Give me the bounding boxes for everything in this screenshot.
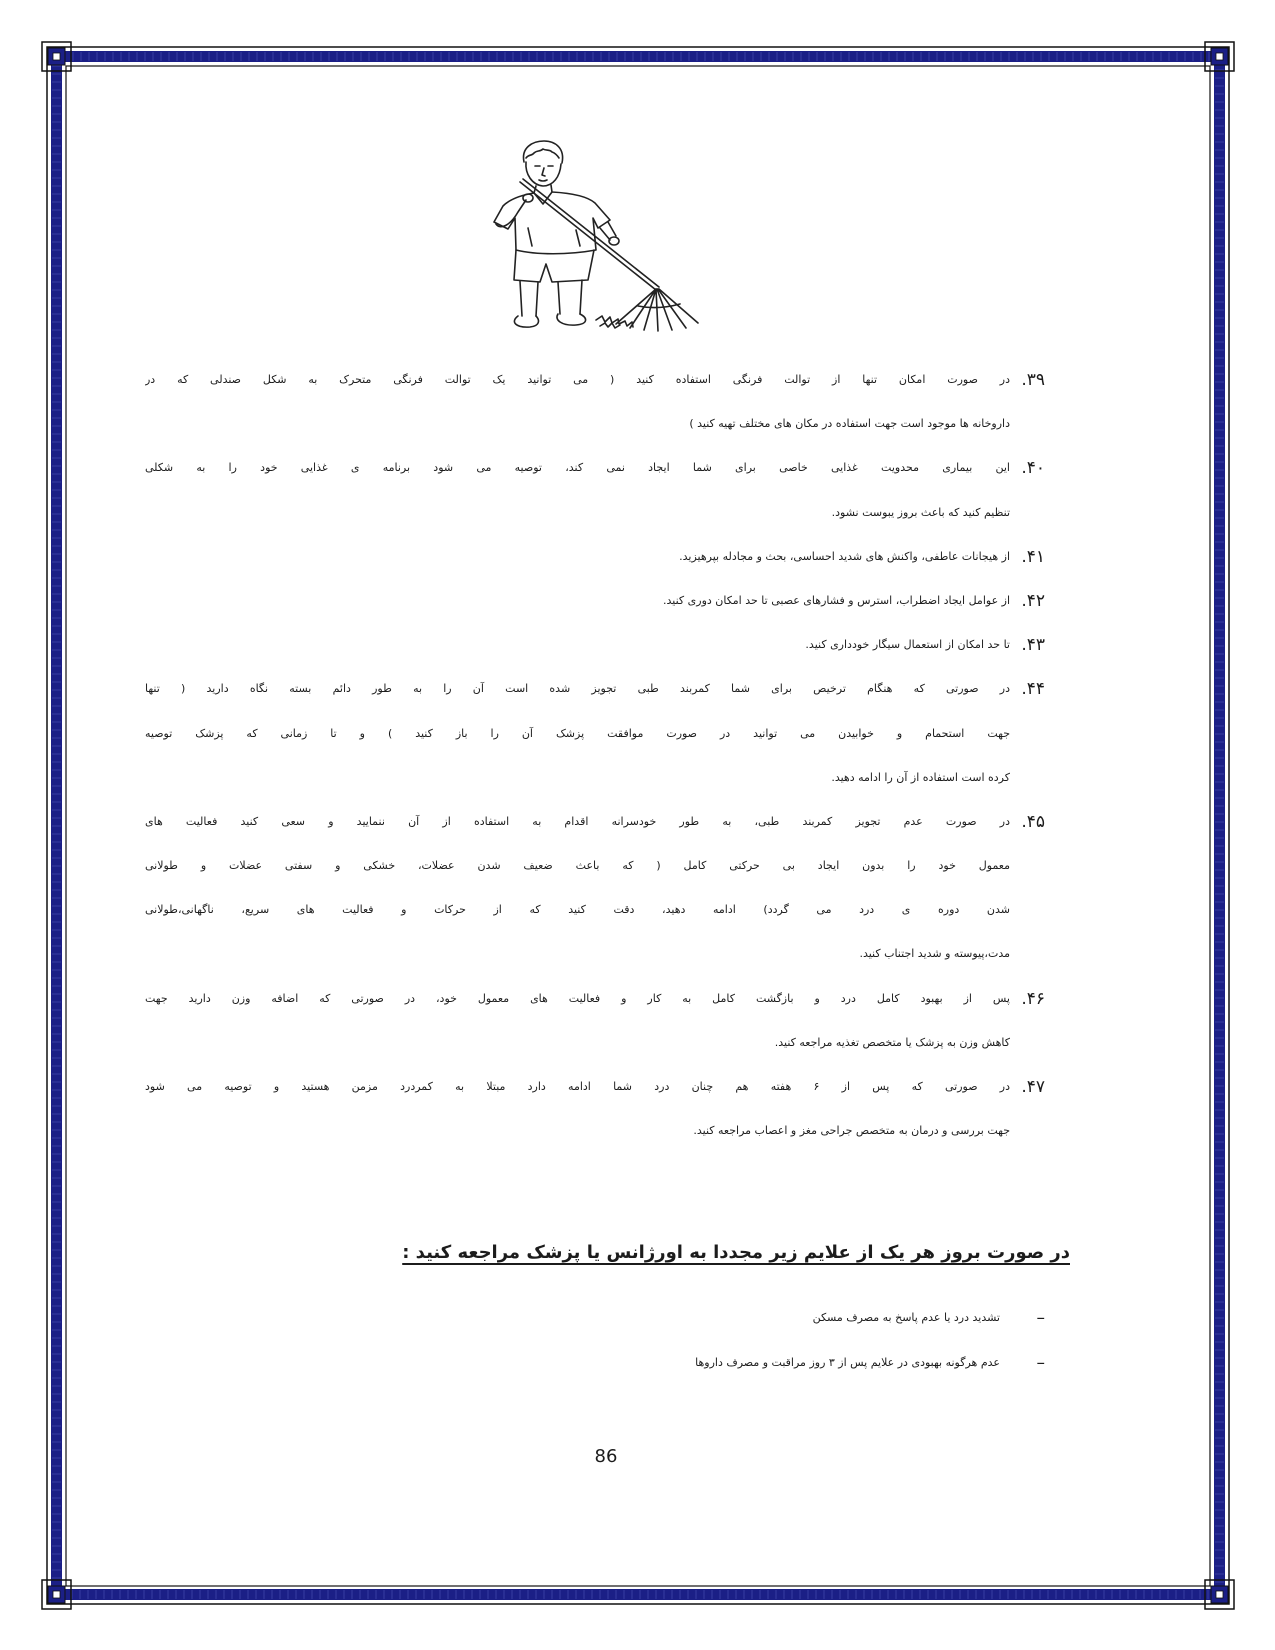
item-text-line: در صورتی که پس از ۶ هفته هم چنان درد شما ادامه دارد مبتلا به کمردرد مزمن هستید و توصیه می شود — [145, 1080, 1010, 1093]
item-text-line: جهت استحمام و خوابیدن می توانید در صورت موافقت پزشک آن را باز کنید ) و تا زمانی که پزشک توصیه — [145, 726, 1010, 740]
instruction-list — [145, 358, 1045, 1153]
item-text-line: در صورت عدم تجویز کمربند طبی، به طور خودسرانه اقدام به استفاده از آن ننمایید و سعی کنید فعالیت های — [145, 814, 1010, 828]
person-sweeping-with-rake-icon — [488, 138, 703, 338]
item-text-line: تا حد امکان از استعمال سیگار خودداری کنید. — [805, 638, 1010, 652]
list-item-44 — [145, 667, 1045, 711]
item-number-spacer — [1010, 402, 1045, 446]
list-item-39-continuation — [145, 402, 1045, 446]
warning-list-item — [300, 1341, 1045, 1386]
figure-legs — [514, 280, 585, 327]
figure-shirt — [494, 185, 610, 254]
list-item-46 — [145, 977, 1045, 1021]
list-item-41 — [145, 535, 1045, 579]
list-item-47 — [145, 1065, 1045, 1109]
bullet-dash: – — [1036, 1353, 1045, 1373]
list-item-45-continuation — [145, 888, 1045, 932]
item-text-line: داروخانه ها موجود است جهت استفاده در مکان های مختلف تهیه کنید ) — [689, 417, 1010, 431]
item-number: ۴۲. — [1021, 590, 1045, 611]
list-item-40 — [145, 446, 1045, 490]
list-item-40-continuation — [145, 491, 1045, 535]
item-text-line: تنظیم کنید که باعث بروز یبوست نشود. — [831, 505, 1010, 519]
rake — [520, 179, 698, 331]
figure-shorts — [514, 250, 594, 282]
item-number: ۴۴. — [1021, 679, 1045, 700]
corner-ornament-top-left — [42, 42, 71, 71]
item-text-line: مدت،پیوسته و شدید اجتناب کنید. — [859, 947, 1010, 961]
corner-ornament-bottom-left — [42, 1580, 71, 1609]
warning-heading-text: در صورت بروز هر یک از علایم زیر مجددا به اورژانس یا پزشک مراجعه کنید : — [402, 1242, 1070, 1263]
item-text-line: جهت بررسی و درمان به متخصص جراحی مغز و اعصاب مراجعه کنید. — [693, 1124, 1010, 1138]
item-number: ۴۳. — [1021, 635, 1045, 656]
item-text-line: کرده است استفاده از آن را ادامه دهید. — [831, 770, 1010, 784]
figure-head — [524, 141, 563, 186]
item-text-line: از عوامل ایجاد اضطراب، استرس و فشارهای عصبی تا حد امکان دوری کنید. — [663, 593, 1010, 607]
item-number: ۴۰. — [1021, 458, 1045, 479]
warning-list-item — [300, 1296, 1045, 1341]
warning-heading — [402, 1231, 1070, 1275]
corner-ornament-bottom-right — [1205, 1580, 1234, 1609]
list-item-39 — [145, 358, 1045, 402]
item-text-line: کاهش وزن به پزشک یا متخصص تغذیه مراجعه کنید. — [774, 1035, 1010, 1049]
item-text-line: این بیماری محدویت غذایی خاصی برای شما ایجاد نمی کند، توصیه می شود برنامه ی غذایی خود را به شکلی — [145, 461, 1010, 475]
item-text-line: پس از بهبود کامل درد و بازگشت کامل به کار و فعالیت های معمول خود، در صورتی که اضافه وزن دارید جهت — [145, 991, 1010, 1005]
list-item-44-continuation — [145, 712, 1045, 756]
item-number-spacer — [1010, 756, 1045, 800]
item-number-spacer — [1010, 1021, 1045, 1065]
item-text-line: در صورتی که هنگام ترخیص برای شما کمربند طبی تجویز شده است آن را به طور دائم بسته نگاه دارید ( تنها — [145, 682, 1010, 696]
bullet-dash: – — [1036, 1308, 1045, 1328]
item-number: ۴۱. — [1021, 546, 1045, 567]
item-number-spacer — [1010, 844, 1045, 888]
list-item-45-continuation — [145, 932, 1045, 976]
list-item-47-continuation — [145, 1109, 1045, 1153]
list-item-44-continuation — [145, 756, 1045, 800]
page-number: 86 — [594, 1446, 618, 1467]
list-item-42 — [145, 579, 1045, 623]
warning-list — [300, 1296, 1045, 1386]
warning-item-text: تشدید درد یا عدم پاسخ به مصرف مسکن — [812, 1311, 1000, 1324]
corner-ornament-top-right — [1205, 42, 1234, 71]
item-number: ۴۶. — [1021, 988, 1045, 1009]
item-number-spacer — [1010, 888, 1045, 932]
item-text-line: در صورت امکان تنها از توالت فرنگی استفاده کنید ( می توانید یک توالت فرنگی متحرک به شکل صندلی که در — [145, 373, 1010, 386]
item-text-line: از هیجانات عاطفی، واکنش های شدید احساسی، بحث و مجادله بپرهیزید. — [679, 549, 1010, 563]
item-text-line: شدن دوره ی درد می گردد) ادامه دهید، دقت کنید که از حرکات و فعالیت های سریع، ناگهانی،طولانی — [145, 903, 1010, 917]
list-item-43 — [145, 623, 1045, 667]
list-item-45-continuation — [145, 844, 1045, 888]
item-number-spacer — [1010, 932, 1045, 976]
warning-item-text: عدم هرگونه بهبودی در علایم پس از ۳ روز مراقبت و مصرف داروها — [695, 1356, 1000, 1369]
list-item-46-continuation — [145, 1021, 1045, 1065]
item-number-spacer — [1010, 712, 1045, 756]
item-number-spacer — [1010, 491, 1045, 535]
item-number: ۴۷. — [1021, 1077, 1045, 1097]
item-number-spacer — [1010, 1109, 1045, 1153]
list-item-45 — [145, 800, 1045, 844]
item-text-line: معمول خود را بدون ایجاد بی حرکتی کامل ( که باعث ضعیف شدن عضلات، خشکی و سفتی عضلات و طولانی — [145, 859, 1010, 873]
item-number: ۳۹. — [1021, 370, 1045, 390]
item-number: ۴۵. — [1021, 811, 1045, 832]
